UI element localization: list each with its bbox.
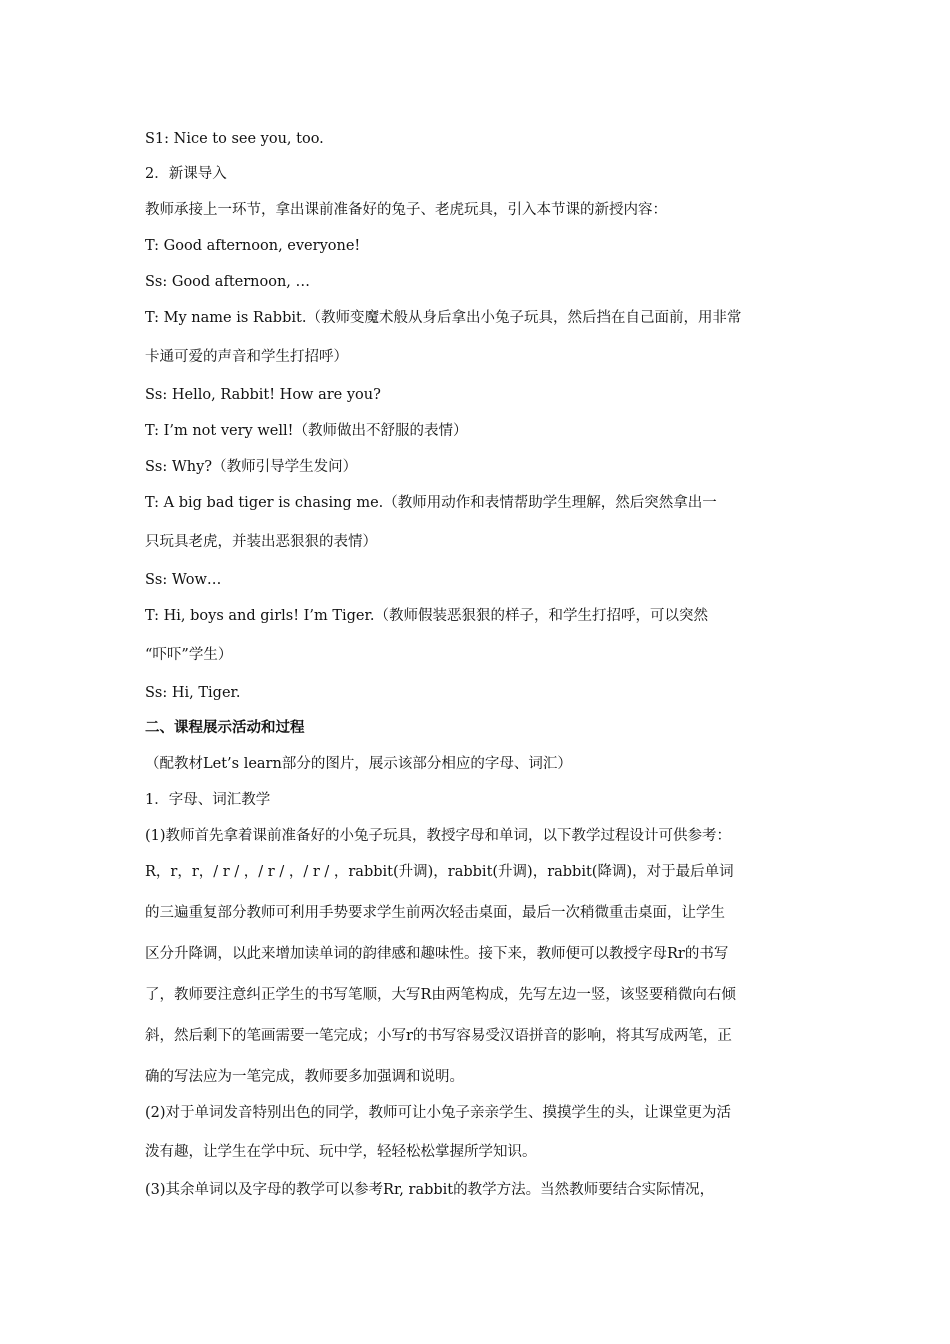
paragraph-line: R，r，r，/ r / ，/ r / ，/ r / ，rabbit(升调)，rabbit(升调)，rabbit(降调)，对于最后单词 (145, 864, 734, 880)
dialogue-line: Ss: Hi, Tiger. (145, 685, 241, 701)
paragraph-line: (3)其余单词以及字母的教学可以参考Rr, rabbit的教学方法。当然教师要结合实际情况， (145, 1182, 715, 1198)
paragraph-line: 教师承接上一环节，拿出课前准备好的兔子、老虎玩具，引入本节课的新授内容： (145, 202, 667, 218)
paragraph-line: (1)教师首先拿着课前准备好的小兔子玩具，教授字母和单词，以下教学过程设计可供参考： (145, 828, 732, 844)
section-heading: 2．新课导入 (145, 166, 227, 182)
dialogue-line: Ss: Why?（教师引导学生发问） (145, 459, 358, 475)
paragraph-line: 确的写法应为一笔完成，教师要多加强调和说明。 (145, 1069, 464, 1085)
dialogue-line: T: A big bad tiger is chasing me.（教师用动作和表情帮助学生理解，然后突然拿出一 (145, 495, 717, 511)
paragraph-line: （配教材Let’s learn部分的图片，展示该部分相应的字母、词汇） (145, 756, 572, 772)
dialogue-line: T: Good afternoon, everyone! (145, 238, 361, 254)
paragraph-line: 只玩具老虎，并装出恶狠狠的表情） (145, 534, 377, 550)
paragraph-line: 了，教师要注意纠正学生的书写笔顺，大写R由两笔构成，先写左边一竖，该竖要稍微向右倾 (145, 987, 736, 1003)
paragraph-line: “吓吓”学生） (145, 647, 233, 663)
dialogue-line: T: My name is Rabbit.（教师变魔术般从身后拿出小兔子玩具，然后挡在自己面前，用非常 (145, 310, 742, 326)
dialogue-line: Ss: Good afternoon, … (145, 274, 311, 290)
paragraph-line: 泼有趣，让学生在学中玩、玩中学，轻轻松松掌握所学知识。 (145, 1144, 537, 1160)
dialogue-line: T: I’m not very well!（教师做出不舒服的表情） (145, 423, 468, 439)
dialogue-line: Ss: Wow… (145, 572, 222, 588)
section-title: 二、课程展示活动和过程 (145, 719, 305, 736)
paragraph-line: 区分升降调，以此来增加读单词的韵律感和趣味性。接下来，教师便可以教授字母Rr的书写 (145, 946, 729, 962)
paragraph-line: 卡通可爱的声音和学生打招呼） (145, 349, 348, 365)
dialogue-line: Ss: Hello, Rabbit! How are you? (145, 387, 381, 403)
paragraph-line: 斜，然后剩下的笔画需要一笔完成；小写r的书写容易受汉语拼音的影响，将其写成两笔，正 (145, 1028, 732, 1044)
dialogue-line: T: Hi, boys and girls! I’m Tiger.（教师假装恶狠狠的样子，和学生打招呼，可以突然 (145, 608, 708, 624)
paragraph-line: 的三遍重复部分教师可利用手势要求学生前两次轻击桌面，最后一次稍微重击桌面，让学生 (145, 905, 725, 921)
paragraph-line: (2)对于单词发音特别出色的同学，教师可让小兔子亲亲学生、摸摸学生的头，让课堂更为活 (145, 1105, 732, 1121)
subsection-heading: 1．字母、词汇教学 (145, 792, 271, 808)
dialogue-line: S1: Nice to see you, too. (145, 131, 324, 147)
